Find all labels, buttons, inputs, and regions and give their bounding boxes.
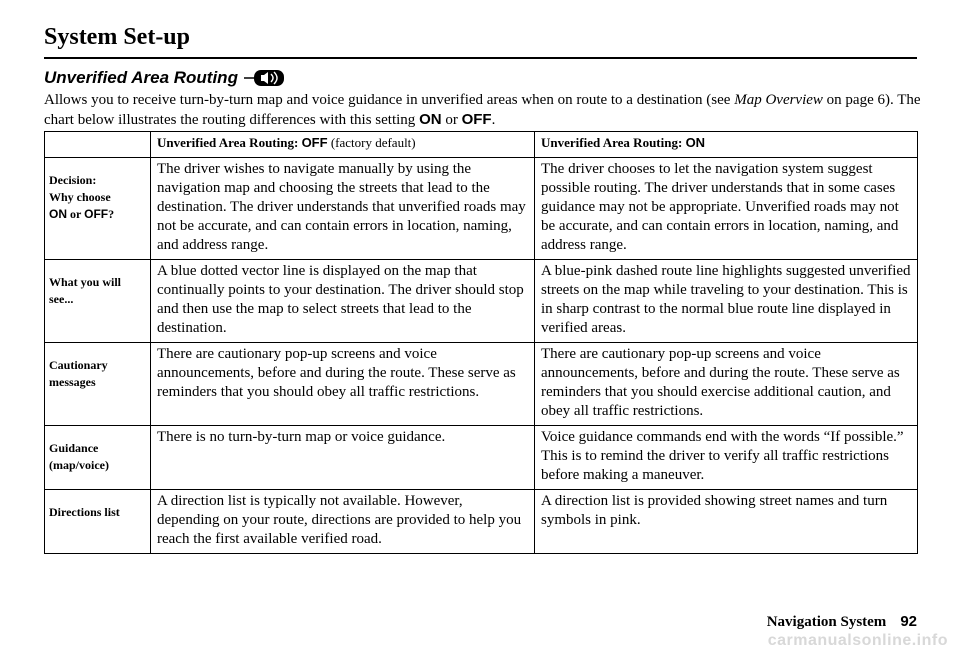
table-row: [45, 343, 918, 426]
routing-comparison-table: [44, 131, 918, 554]
table-row: [45, 490, 918, 554]
cell-off: There are cautionary pop-up screens and voice announcements, before and during the route. These serve as reminders that you should obey all traffic restrictions.: [151, 343, 535, 426]
page-footer: [767, 613, 917, 631]
row-head-what-you-will-see: What you will see...: [45, 260, 151, 343]
footer-label: Navigation System: [766, 614, 887, 630]
header-routing-off: Unverified Area Routing: OFF (factory default): [151, 132, 535, 158]
watermark: carmanualsonline.info: [767, 632, 948, 649]
intro-or: or: [441, 112, 462, 128]
page-number: 92: [900, 613, 917, 630]
table-header-row: [45, 132, 918, 158]
row-head-directions-list: Directions list: [45, 490, 151, 554]
row-head-decision: Decision: Why choose ON or OFF?: [45, 158, 151, 260]
row-head-cautionary-messages: Cautionary messages: [45, 343, 151, 426]
cell-on: A direction list is provided showing street names and turn symbols in pink.: [535, 490, 918, 554]
intro-on: ON: [419, 111, 442, 128]
table-row: [45, 426, 918, 490]
section-heading: [44, 68, 286, 88]
row-head-guidance: Guidance (map/voice): [45, 426, 151, 490]
cell-off: A direction list is typically not available. However, depending on your route, directions are provided to help you reach the first available verified road.: [151, 490, 535, 554]
intro-paragraph: [44, 91, 924, 130]
map-overview-reference: Map Overview: [734, 92, 823, 108]
intro-off: OFF: [461, 111, 492, 128]
page-title: System Set-up: [44, 24, 191, 50]
section-heading-text: Unverified Area Routing: [44, 68, 238, 87]
intro-text-1: Allows you to receive turn-by-turn map and voice guidance in unverified areas when on route to a destination (see: [44, 92, 735, 108]
header-routing-on: Unverified Area Routing: ON: [535, 132, 918, 158]
cell-off: A blue dotted vector line is displayed on the map that continually points to your destination. The driver should stop and then use the map to select streets that lead to the destination.: [151, 260, 535, 343]
header-corner: [45, 132, 151, 158]
intro-end: .: [491, 112, 496, 128]
table-row: [45, 158, 918, 260]
cell-on: Voice guidance commands end with the words “If possible.” This is to remind the driver to verify all traffic restrictions before making a maneuver.: [535, 426, 918, 490]
intro-text-2: on page 6). The chart below illustrates the routing differences with this setting: [44, 92, 921, 128]
cell-on: A blue-pink dashed route line highlights suggested unverified streets on the map while traveling to your destination. This is in sharp contrast to the normal blue route line displayed in verified areas.: [535, 260, 918, 343]
voice-command-icon: [244, 69, 286, 87]
cell-off: The driver wishes to navigate manually by using the navigation map and choosing the streets that lead to the destination. The driver understands that unverified roads may not be accurate, and can contain errors in location, naming, and address range.: [151, 158, 535, 260]
cell-on: The driver chooses to let the navigation system suggest possible routing. The driver understands that in some cases guidance may not be appropriate. Unverified roads may not be accurate, and can contain errors in location, naming, and address range.: [535, 158, 918, 260]
cell-off: There is no turn-by-turn map or voice guidance.: [151, 426, 535, 490]
table-row: [45, 260, 918, 343]
cell-on: There are cautionary pop-up screens and voice announcements, before and during the route. These serve as reminders that you should exercise additional caution, and obey all traffic restrictions.: [535, 343, 918, 426]
title-rule: [44, 57, 917, 59]
